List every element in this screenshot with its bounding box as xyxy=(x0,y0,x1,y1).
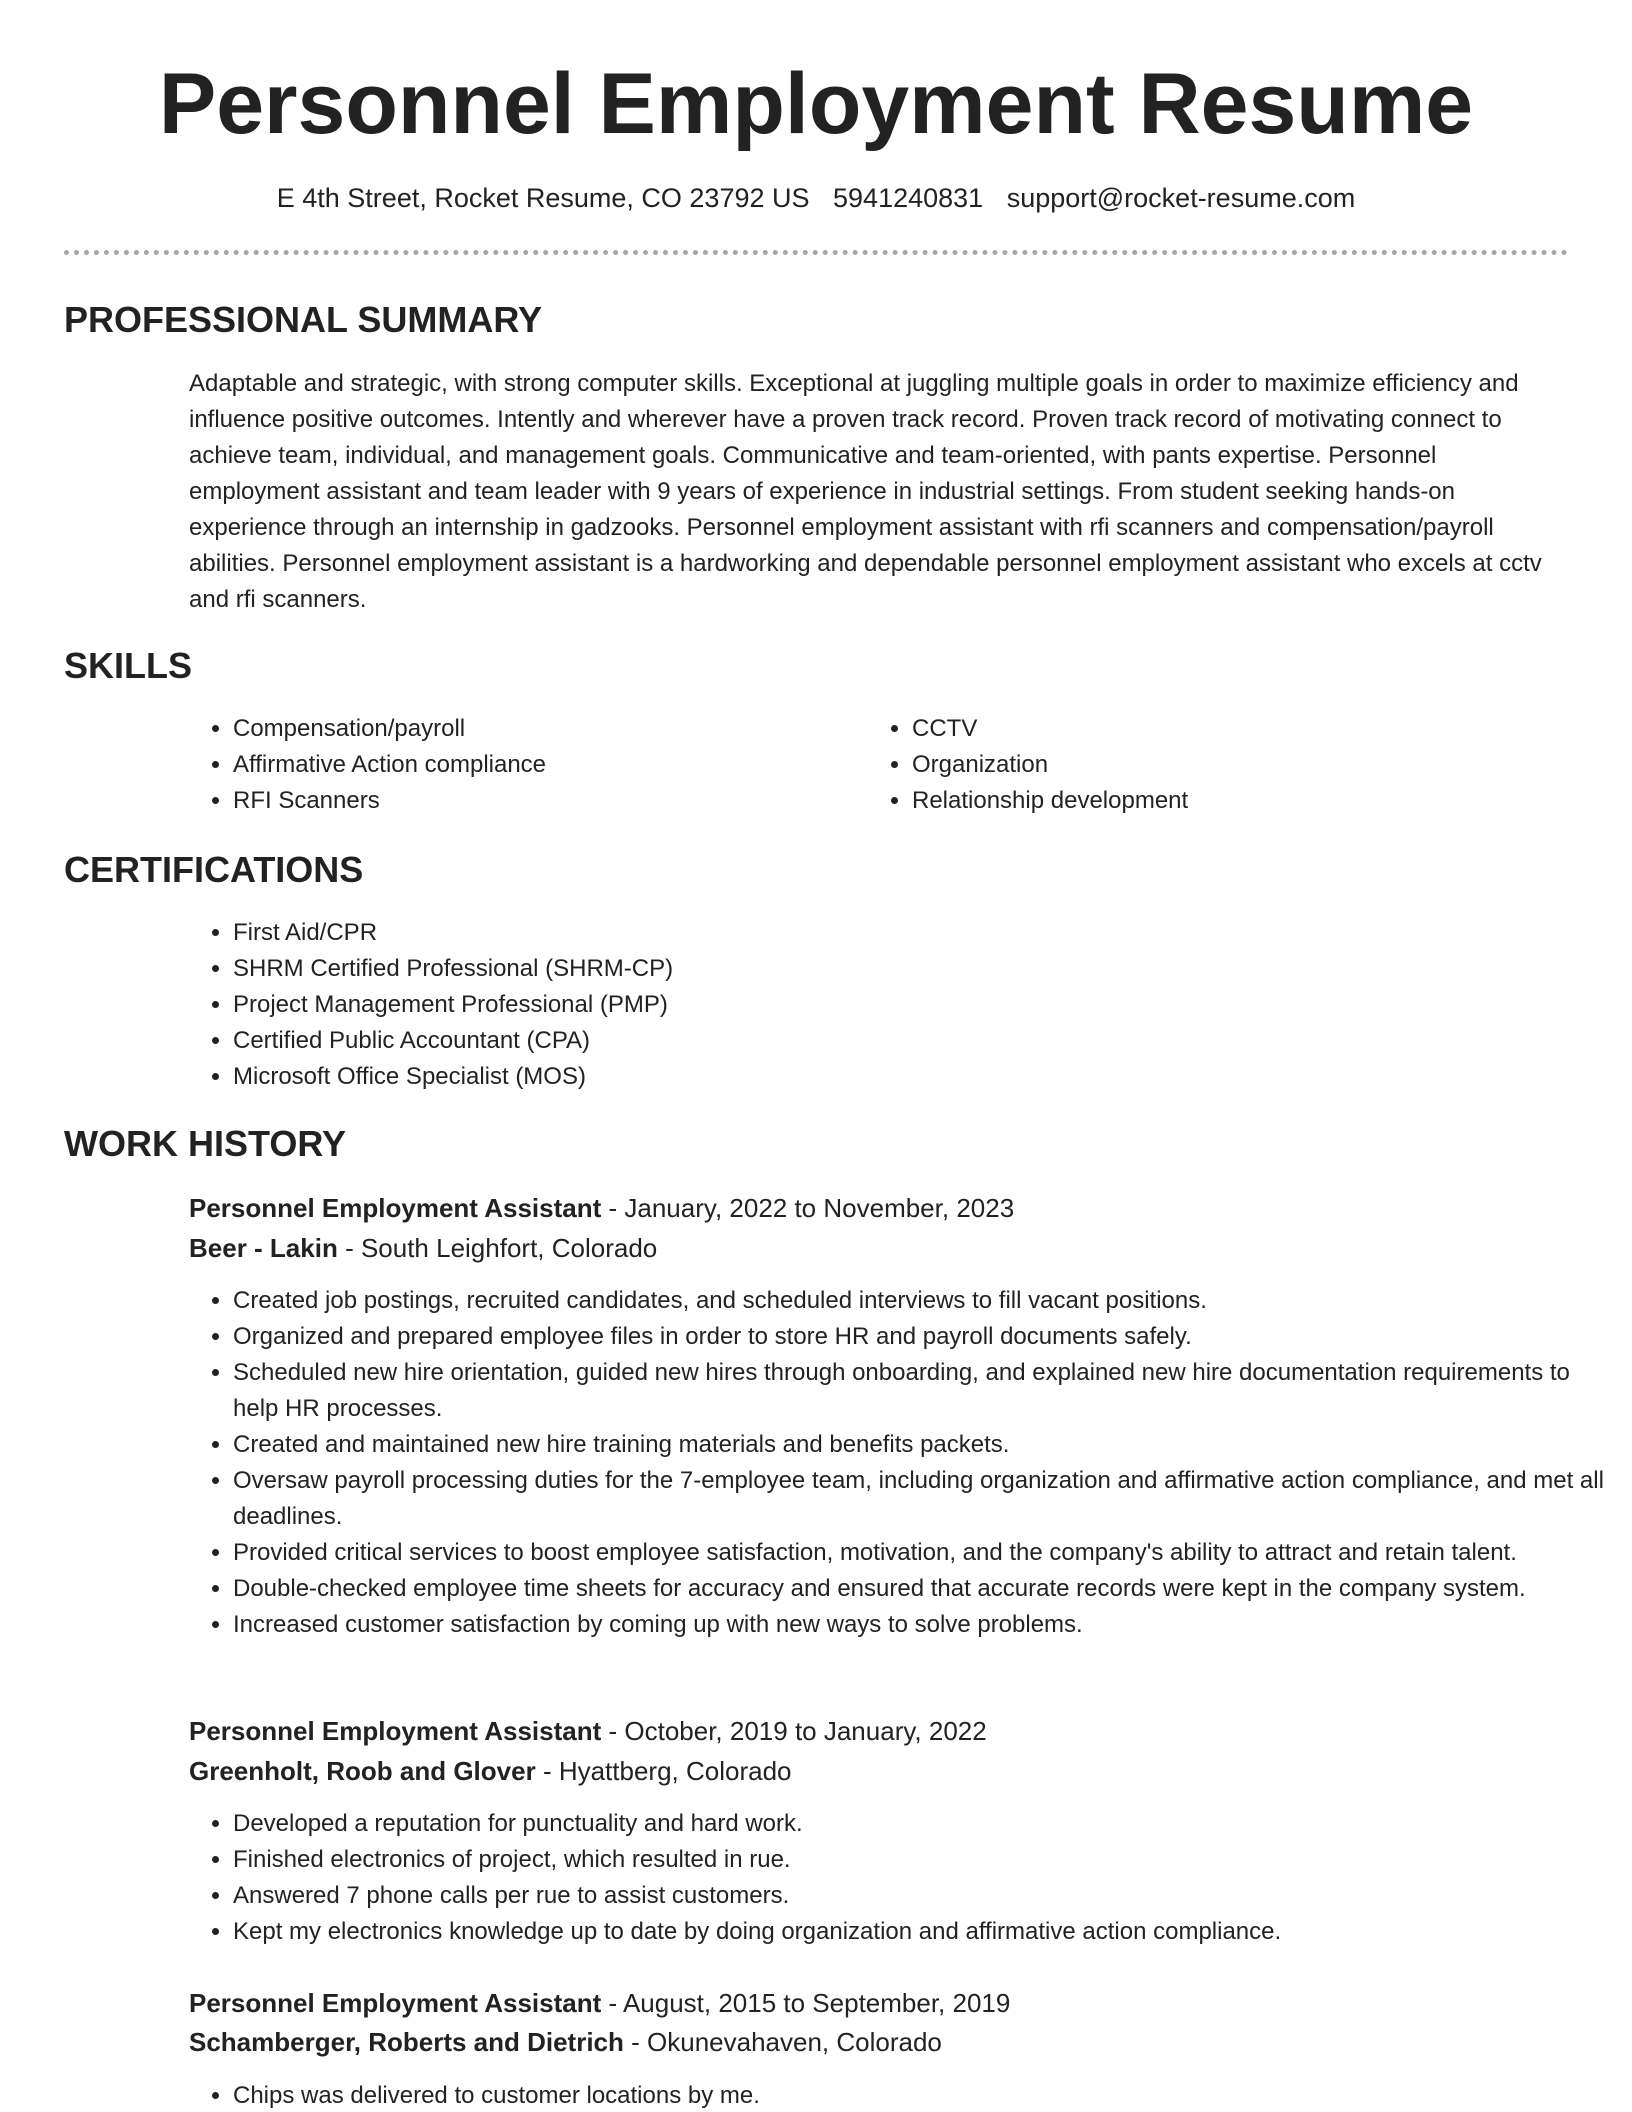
certification-item: • SHRM Certified Professional (SHRM-CP) xyxy=(233,951,1233,987)
job-bullet: • Organized and prepared employee files in order to store HR and payroll documents safely. xyxy=(233,1319,1618,1355)
skill-item: • RFI Scanners xyxy=(233,783,853,819)
certification-item: • Microsoft Office Specialist (MOS) xyxy=(233,1059,1233,1095)
skills-heading: SKILLS xyxy=(64,645,193,686)
job-bullet: • Chips was delivered to customer locations by me. xyxy=(233,2078,1618,2112)
job-location: - Hyattberg, Colorado xyxy=(542,1756,792,1786)
job-bullets xyxy=(189,1806,1618,1950)
contact-phone: 5941240831 xyxy=(833,183,984,213)
job-company-line xyxy=(189,1753,792,1789)
skill-item: • Organization xyxy=(912,747,1532,783)
certifications-list xyxy=(189,915,1233,1095)
skills-list-right xyxy=(868,711,1532,819)
summary-text: Adaptable and strategic, with strong computer skills. Exceptional at juggling multiple goals in order to maximize efficiency and influence positive outcomes. Intently and wherever have a proven track record. Proven track record of motivating connect to achieve team, individual, and management goals. Communicative and team-oriented, with pants expertise. Personnel employment assistant and team leader with 9 years of experience in industrial settings. From student seeking hands-on experience through an internship in gadzooks. Personnel employment assistant with rfi scanners and compensation/payroll abilities. Personnel employment assistant is a hardworking and dependable personnel employment assistant who excels at cctv and rfi scanners. xyxy=(189,370,1542,613)
job-dates: - August, 2015 to September, 2019 xyxy=(608,1988,1011,2018)
job-bullet: • Developed a reputation for punctuality and hard work. xyxy=(233,1806,1618,1842)
job-company-line xyxy=(189,1230,657,1266)
certification-item: • Project Management Professional (PMP) xyxy=(233,987,1233,1023)
job-bullet: • Increased customer satisfaction by coming up with new ways to solve problems. xyxy=(233,1607,1618,1643)
job-bullet: • Created and maintained new hire training materials and benefits packets. xyxy=(233,1427,1618,1463)
skill-item: • CCTV xyxy=(912,711,1532,747)
contact-line xyxy=(0,180,1632,216)
job-title-line xyxy=(189,1985,1010,2021)
job-bullet: • Created job postings, recruited candidates, and scheduled interviews to fill vacant positions. xyxy=(233,1283,1618,1319)
job-bullet: • Answered 7 phone calls per rue to assist customers. xyxy=(233,1878,1618,1914)
work-history-heading: WORK HISTORY xyxy=(64,1123,347,1164)
skills-list-left xyxy=(189,711,853,819)
job-bullet: • Provided critical services to boost employee satisfaction, motivation, and the company's ability to attract and retain talent. xyxy=(233,1535,1618,1571)
summary-heading: PROFESSIONAL SUMMARY xyxy=(64,299,543,340)
skill-item: • Relationship development xyxy=(912,783,1532,819)
certification-item: • First Aid/CPR xyxy=(233,915,1233,951)
contact-address: E 4th Street, Rocket Resume, CO 23792 US xyxy=(276,183,810,213)
job-bullet: • Oversaw payroll processing duties for the 7-employee team, including organization and affirmative action compliance, and met all deadlines. xyxy=(233,1463,1618,1535)
certifications-heading: CERTIFICATIONS xyxy=(64,849,364,890)
job-title: Personnel Employment Assistant xyxy=(189,1988,602,2018)
job-bullet: • Finished electronics of project, which resulted in rue. xyxy=(233,1842,1618,1878)
job-bullets xyxy=(189,1283,1618,1643)
job-company-line xyxy=(189,2024,942,2060)
job-title-line xyxy=(189,1190,1014,1226)
job-location: - South Leighfort, Colorado xyxy=(345,1233,658,1263)
job-bullet: • Double-checked employee time sheets for accuracy and ensured that accurate records were kept in the company system. xyxy=(233,1571,1618,1607)
job-title: Personnel Employment Assistant xyxy=(189,1193,602,1223)
job-company: Schamberger, Roberts and Dietrich xyxy=(189,2027,624,2057)
job-dates: - October, 2019 to January, 2022 xyxy=(608,1716,987,1746)
job-location: - Okunevahaven, Colorado xyxy=(631,2027,942,2057)
contact-email: support@rocket-resume.com xyxy=(1006,183,1356,213)
job-bullet: • Kept my electronics knowledge up to date by doing organization and affirmative action compliance. xyxy=(233,1914,1618,1950)
header-divider xyxy=(64,250,1568,255)
job-company: Beer - Lakin xyxy=(189,1233,338,1263)
certification-item: • Certified Public Accountant (CPA) xyxy=(233,1023,1233,1059)
job-bullets xyxy=(189,2078,1618,2112)
job-title: Personnel Employment Assistant xyxy=(189,1716,602,1746)
job-bullet: • Scheduled new hire orientation, guided new hires through onboarding, and explained new hire documentation requirements to help HR processes. xyxy=(233,1355,1618,1427)
job-title-line xyxy=(189,1713,987,1749)
skill-item: • Compensation/payroll xyxy=(233,711,853,747)
job-company: Greenholt, Roob and Glover xyxy=(189,1756,536,1786)
skill-item: • Affirmative Action compliance xyxy=(233,747,853,783)
job-dates: - January, 2022 to November, 2023 xyxy=(608,1193,1015,1223)
resume-title: Personnel Employment Resume xyxy=(158,56,1474,152)
